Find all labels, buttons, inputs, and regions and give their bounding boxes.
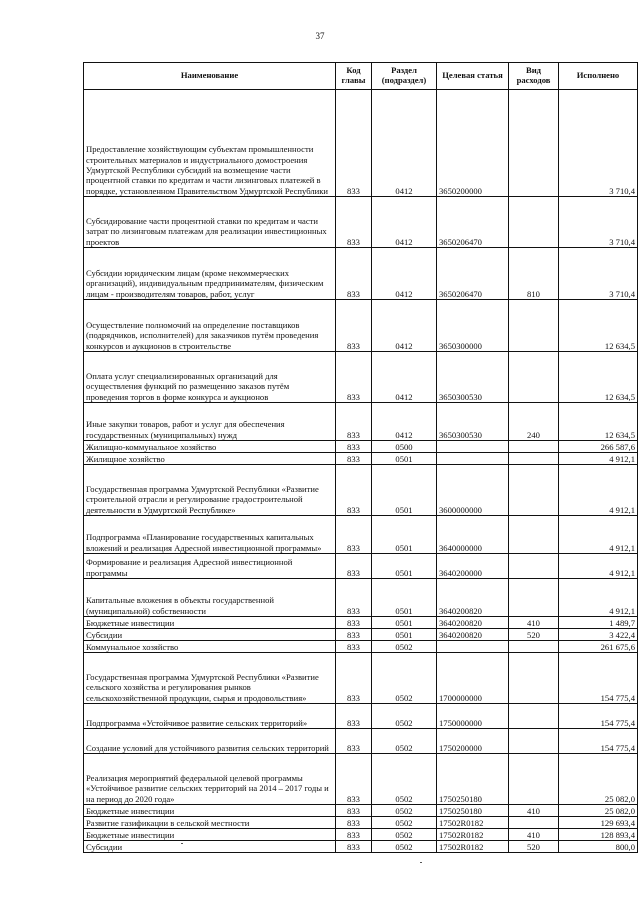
page-number: 37 bbox=[315, 31, 325, 41]
table-row bbox=[84, 516, 638, 554]
row-name: Субсидии bbox=[84, 841, 336, 853]
row-amount: 3 422,4 bbox=[559, 629, 638, 641]
scan-mark bbox=[420, 862, 422, 863]
row-amount: 25 082,0 bbox=[559, 754, 638, 805]
row-name: Предоставление хозяйствующим субъектам промышленности строительных материалов и индустриального домостроения Удмуртской Республики субсидий на возмещение части процентной ставки по кредитам и части лизинговых платежей в порядке, установленном Правительством Удмуртской Республики bbox=[84, 90, 336, 197]
row-target: 17502R0182 bbox=[437, 829, 509, 841]
row-name: Бюджетные инвестиции bbox=[84, 829, 336, 841]
row-name: Государственная программа Удмуртской Республики «Развитие строительной отрасли и регулирование градостроительной деятельности в Удмуртской Республике» bbox=[84, 465, 336, 516]
row-section: 0501 bbox=[372, 629, 437, 641]
row-code: 833 bbox=[336, 754, 372, 805]
header-kind: Вид расходов bbox=[509, 63, 559, 90]
header-amount: Исполнено bbox=[559, 63, 638, 90]
row-name: Бюджетные инвестиции bbox=[84, 805, 336, 817]
row-section: 0412 bbox=[372, 90, 437, 197]
row-section: 0502 bbox=[372, 653, 437, 704]
row-amount: 12 634,5 bbox=[559, 403, 638, 441]
row-amount: 154 775,4 bbox=[559, 704, 638, 729]
row-name: Субсидии bbox=[84, 629, 336, 641]
row-kind bbox=[509, 453, 559, 465]
row-target: 1750250180 bbox=[437, 805, 509, 817]
table-row bbox=[84, 841, 638, 853]
row-name: Создание условий для устойчивого развития сельских территорий bbox=[84, 729, 336, 754]
row-section: 0412 bbox=[372, 300, 437, 352]
table-body bbox=[84, 90, 638, 853]
row-target: 3640200820 bbox=[437, 617, 509, 629]
header-target: Целевая статья bbox=[437, 63, 509, 90]
table-row bbox=[84, 629, 638, 641]
table-row bbox=[84, 90, 638, 197]
scan-mark bbox=[181, 843, 183, 844]
row-kind bbox=[509, 641, 559, 653]
row-code: 833 bbox=[336, 403, 372, 441]
row-kind bbox=[509, 441, 559, 453]
row-target bbox=[437, 453, 509, 465]
row-target: 3650300530 bbox=[437, 352, 509, 403]
row-name: Бюджетные инвестиции bbox=[84, 617, 336, 629]
row-target: 3650206470 bbox=[437, 197, 509, 248]
table-row bbox=[84, 554, 638, 579]
row-target: 1700000000 bbox=[437, 653, 509, 704]
row-target: 3650206470 bbox=[437, 248, 509, 300]
row-name: Осуществление полномочий на определение поставщиков (подрядчиков, исполнителей) для заказчиков путём проведения конкурсов и аукционов в строительстве bbox=[84, 300, 336, 352]
row-target: 1750250180 bbox=[437, 754, 509, 805]
row-target: 3650200000 bbox=[437, 90, 509, 197]
row-kind: 520 bbox=[509, 841, 559, 853]
row-amount: 3 710,4 bbox=[559, 197, 638, 248]
row-name: Субсидии юридическим лицам (кроме некоммерческих организаций), индивидуальным предпринимателям, физическим лицам - производителям товаров, работ, услуг bbox=[84, 248, 336, 300]
row-name: Государственная программа Удмуртской Республики «Развитие сельского хозяйства и регулирования рынков сельскохозяйственной продукции, сырья и продовольствия» bbox=[84, 653, 336, 704]
row-amount: 128 893,4 bbox=[559, 829, 638, 841]
row-amount: 800,0 bbox=[559, 841, 638, 853]
row-section: 0501 bbox=[372, 617, 437, 629]
row-target: 17502R0182 bbox=[437, 817, 509, 829]
row-section: 0501 bbox=[372, 579, 437, 617]
table-row bbox=[84, 829, 638, 841]
row-kind: 520 bbox=[509, 629, 559, 641]
row-amount: 25 082,0 bbox=[559, 805, 638, 817]
row-kind: 410 bbox=[509, 829, 559, 841]
table-header-row bbox=[84, 63, 638, 90]
row-target: 3640200820 bbox=[437, 629, 509, 641]
row-kind bbox=[509, 465, 559, 516]
table-row bbox=[84, 352, 638, 403]
row-name: Жилищное хозяйство bbox=[84, 453, 336, 465]
row-name: Подпрограмма «Устойчивое развитие сельских территорий» bbox=[84, 704, 336, 729]
table-row bbox=[84, 300, 638, 352]
row-name: Подпрограмма «Планирование государственных капитальных вложений и реализация Адресной инвестиционной программы» bbox=[84, 516, 336, 554]
row-amount: 1 489,7 bbox=[559, 617, 638, 629]
header-name: Наименование bbox=[84, 63, 336, 90]
row-kind bbox=[509, 352, 559, 403]
row-kind bbox=[509, 579, 559, 617]
header-code: Код главы bbox=[336, 63, 372, 90]
row-section: 0502 bbox=[372, 641, 437, 653]
budget-table bbox=[83, 62, 638, 853]
row-code: 833 bbox=[336, 704, 372, 729]
row-kind: 410 bbox=[509, 617, 559, 629]
row-amount: 154 775,4 bbox=[559, 729, 638, 754]
row-kind bbox=[509, 704, 559, 729]
row-section: 0502 bbox=[372, 817, 437, 829]
row-amount: 154 775,4 bbox=[559, 653, 638, 704]
row-section: 0412 bbox=[372, 352, 437, 403]
row-kind bbox=[509, 300, 559, 352]
table-row bbox=[84, 579, 638, 617]
table-row bbox=[84, 617, 638, 629]
row-section: 0412 bbox=[372, 248, 437, 300]
row-amount: 4 912,1 bbox=[559, 453, 638, 465]
row-code: 833 bbox=[336, 465, 372, 516]
row-section: 0502 bbox=[372, 754, 437, 805]
row-code: 833 bbox=[336, 629, 372, 641]
row-amount: 3 710,4 bbox=[559, 248, 638, 300]
row-code: 833 bbox=[336, 729, 372, 754]
row-amount: 4 912,1 bbox=[559, 554, 638, 579]
row-code: 833 bbox=[336, 653, 372, 704]
row-kind bbox=[509, 817, 559, 829]
row-section: 0502 bbox=[372, 841, 437, 853]
row-amount: 129 693,4 bbox=[559, 817, 638, 829]
row-code: 833 bbox=[336, 554, 372, 579]
row-kind bbox=[509, 90, 559, 197]
row-name: Оплата услуг специализированных организаций для осуществления функций по размещению заказов путём проведения торгов в форме конкурса и аукционов bbox=[84, 352, 336, 403]
row-section: 0502 bbox=[372, 829, 437, 841]
row-code: 833 bbox=[336, 197, 372, 248]
row-amount: 4 912,1 bbox=[559, 516, 638, 554]
row-amount: 266 587,6 bbox=[559, 441, 638, 453]
row-code: 833 bbox=[336, 516, 372, 554]
row-code: 833 bbox=[336, 817, 372, 829]
row-code: 833 bbox=[336, 805, 372, 817]
table-row bbox=[84, 754, 638, 805]
table-row bbox=[84, 704, 638, 729]
row-name: Формирование и реализация Адресной инвестиционной программы bbox=[84, 554, 336, 579]
row-amount: 4 912,1 bbox=[559, 465, 638, 516]
row-target: 1750200000 bbox=[437, 729, 509, 754]
row-amount: 4 912,1 bbox=[559, 579, 638, 617]
table-row bbox=[84, 248, 638, 300]
row-kind bbox=[509, 729, 559, 754]
row-kind: 240 bbox=[509, 403, 559, 441]
row-code: 833 bbox=[336, 248, 372, 300]
row-name: Субсидирование части процентной ставки по кредитам и части затрат по лизинговым платежам для реализации инвестиционных проектов bbox=[84, 197, 336, 248]
row-code: 833 bbox=[336, 617, 372, 629]
row-target: 1750000000 bbox=[437, 704, 509, 729]
row-target: 3600000000 bbox=[437, 465, 509, 516]
row-kind bbox=[509, 554, 559, 579]
row-target: 3640200000 bbox=[437, 554, 509, 579]
row-target bbox=[437, 441, 509, 453]
row-target bbox=[437, 641, 509, 653]
table-row bbox=[84, 641, 638, 653]
row-section: 0412 bbox=[372, 403, 437, 441]
table-row bbox=[84, 653, 638, 704]
row-code: 833 bbox=[336, 90, 372, 197]
row-name: Реализация мероприятий федеральной целевой программы «Устойчивое развитие сельских территорий на 2014 – 2017 годы и на период до 2020 года» bbox=[84, 754, 336, 805]
row-kind bbox=[509, 197, 559, 248]
row-amount: 261 675,6 bbox=[559, 641, 638, 653]
table-row bbox=[84, 403, 638, 441]
row-name: Иные закупки товаров, работ и услуг для обеспечения государственных (муниципальных) нужд bbox=[84, 403, 336, 441]
row-name: Развитие газификации в сельской местности bbox=[84, 817, 336, 829]
row-kind bbox=[509, 516, 559, 554]
row-section: 0501 bbox=[372, 453, 437, 465]
header-section: Раздел (подраздел) bbox=[372, 63, 437, 90]
row-target: 3650300000 bbox=[437, 300, 509, 352]
row-code: 833 bbox=[336, 829, 372, 841]
table-row bbox=[84, 453, 638, 465]
row-code: 833 bbox=[336, 300, 372, 352]
row-kind: 410 bbox=[509, 805, 559, 817]
row-section: 0502 bbox=[372, 704, 437, 729]
row-target: 3650300530 bbox=[437, 403, 509, 441]
row-amount: 12 634,5 bbox=[559, 300, 638, 352]
row-section: 0502 bbox=[372, 805, 437, 817]
row-section: 0412 bbox=[372, 197, 437, 248]
row-kind: 810 bbox=[509, 248, 559, 300]
row-code: 833 bbox=[336, 453, 372, 465]
table-row bbox=[84, 729, 638, 754]
row-code: 833 bbox=[336, 441, 372, 453]
row-code: 833 bbox=[336, 641, 372, 653]
row-target: 3640200820 bbox=[437, 579, 509, 617]
table-row bbox=[84, 817, 638, 829]
table-row bbox=[84, 197, 638, 248]
row-section: 0501 bbox=[372, 465, 437, 516]
row-code: 833 bbox=[336, 579, 372, 617]
row-name: Коммунальное хозяйство bbox=[84, 641, 336, 653]
row-code: 833 bbox=[336, 352, 372, 403]
table-row bbox=[84, 465, 638, 516]
row-kind bbox=[509, 653, 559, 704]
table-row bbox=[84, 441, 638, 453]
row-section: 0501 bbox=[372, 554, 437, 579]
row-target: 3640000000 bbox=[437, 516, 509, 554]
row-target: 17502R0182 bbox=[437, 841, 509, 853]
row-amount: 3 710,4 bbox=[559, 90, 638, 197]
row-amount: 12 634,5 bbox=[559, 352, 638, 403]
row-section: 0501 bbox=[372, 516, 437, 554]
row-kind bbox=[509, 754, 559, 805]
row-section: 0502 bbox=[372, 729, 437, 754]
row-name: Капитальные вложения в объекты государственной (муниципальной) собственности bbox=[84, 579, 336, 617]
row-code: 833 bbox=[336, 841, 372, 853]
table-row bbox=[84, 805, 638, 817]
row-section: 0500 bbox=[372, 441, 437, 453]
row-name: Жилищно-коммунальное хозяйство bbox=[84, 441, 336, 453]
